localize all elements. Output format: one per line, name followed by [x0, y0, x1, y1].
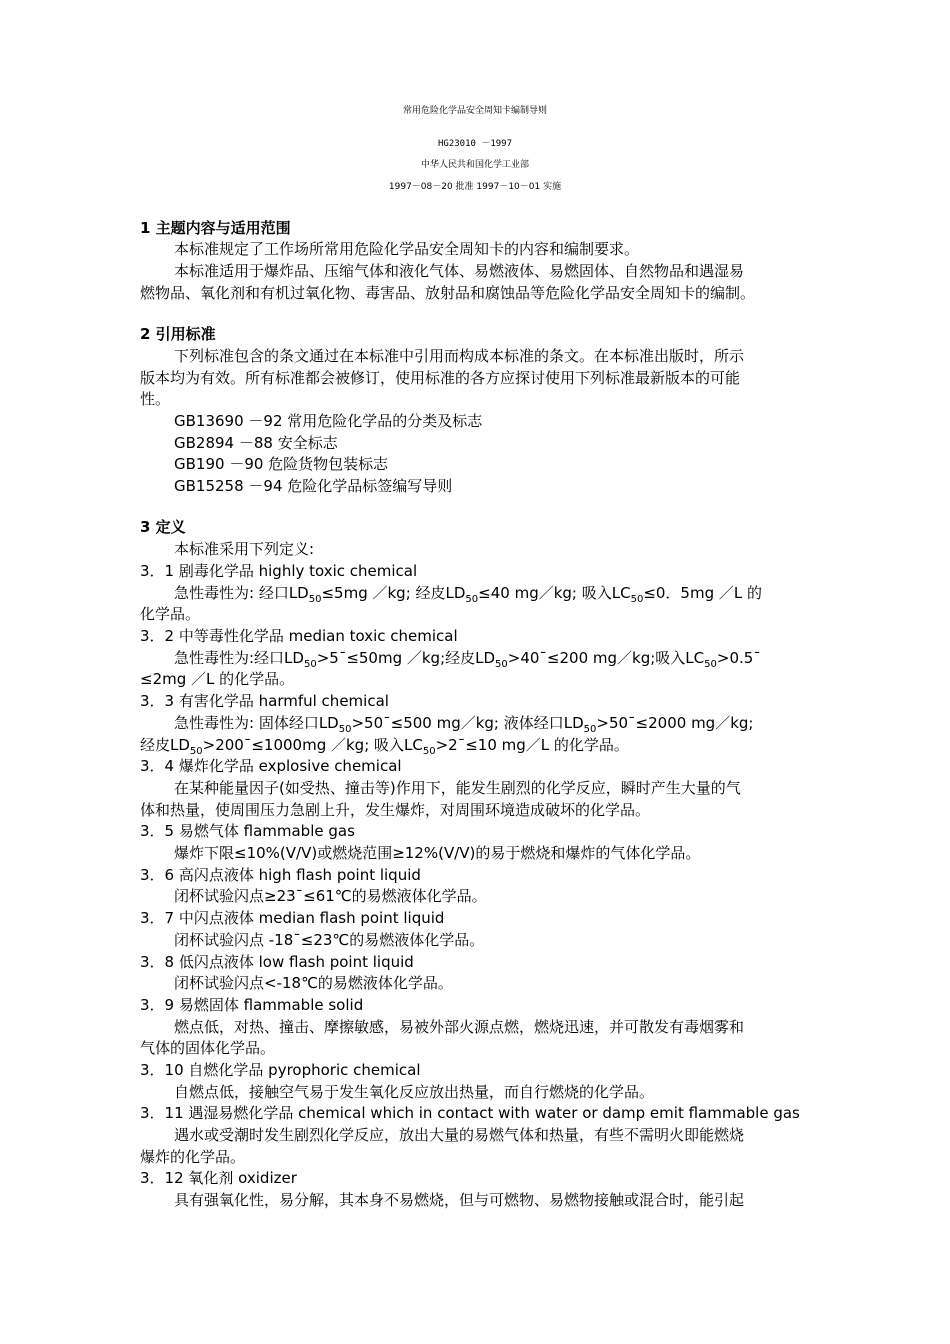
definition-body: 闭杯试验闪点≥23¯≤61℃的易燃液体化学品。 — [174, 887, 487, 905]
definition-body: 闭杯试验闪点 -18¯≤23℃的易燃液体化学品。 — [174, 931, 485, 949]
definition-title: 3．1 剧毒化学品 highly toxic chemical — [140, 562, 418, 580]
section-1-heading: 1 主题内容与适用范围 — [140, 219, 291, 237]
section-2-paragraph: 性。 — [140, 390, 171, 408]
section-1-paragraph: 本标准适用于爆炸品、压缩气体和液化气体、易燃液体、易燃固体、自然物品和遇湿易 — [174, 262, 745, 280]
definition-body: 自燃点低，接触空气易于发生氧化反应放出热量，而自行燃烧的化学品。 — [174, 1083, 655, 1101]
definition-body: 爆炸的化学品。 — [140, 1148, 246, 1166]
definition-body: 急性毒性为: 经口$LD_{50}\le 5mg$ ／kg; 经皮$LD_{50}\le 40$ mg／kg; 吸入$LC_{50}\le 0$．5mg ／L 的 — [174, 584, 762, 605]
definition-body: 气体的固体化学品。 — [140, 1039, 276, 1057]
issuer: 中华人民共和国化学工业部 — [420, 160, 529, 170]
section-2-heading: 2 引用标准 — [140, 325, 216, 343]
section-3-heading: 3 定义 — [140, 518, 186, 536]
definition-title: 3．7 中闪点液体 median flash point liquid — [140, 909, 445, 927]
definition-body: 具有强氧化性，易分解，其本身不易燃烧，但与可燃物、易燃物接触或混合时，能引起 — [174, 1191, 745, 1209]
definition-body: 爆炸下限≤10%(V/V)或燃烧范围≥12%(V/V)的易于燃烧和爆炸的气体化学品。 — [174, 844, 701, 862]
document-title: 常用危险化学品安全周知卡编制导则 — [402, 106, 547, 116]
section-2-paragraph: 版本均为有效。所有标准都会被修订，使用标准的各方应探讨使用下列标准最新版本的可能 — [140, 369, 741, 387]
approval-dates: 1997－08－20 批准 1997－10－01 实施 — [388, 182, 562, 192]
reference-item: GB15258 －94 危险化学品标签编写导则 — [174, 477, 453, 495]
definition-title: 3．12 氧化剂 oxidizer — [140, 1169, 297, 1187]
definition-body: 化学品。 — [140, 605, 201, 623]
definition-body: 体和热量，使周围压力急剧上升，发生爆炸，对周围环境造成破坏的化学品。 — [140, 801, 651, 819]
definition-title: 3．9 易燃固体 flammable solid — [140, 996, 364, 1014]
section-3-intro: 本标准采用下列定义: — [174, 540, 315, 558]
definition-body: 急性毒性为: 固体经口$LD_{50}>50¯\le 500$ mg／kg; 液体经口$LD_{50}>50¯\le 2000$ mg／kg; — [174, 714, 754, 735]
definition-title: 3．8 低闪点液体 low flash point liquid — [140, 953, 414, 971]
section-1-paragraph: 燃物品、氧化剂和有机过氧化物、毒害品、放射品和腐蚀品等危险化学品安全周知卡的编制。 — [140, 284, 756, 302]
definition-title: 3．4 爆炸化学品 explosive chemical — [140, 757, 402, 775]
definition-body: 经皮$LD_{50}>200¯\le 1000mg$ ／kg; 吸入$LC_{50}>2¯\le 10$ mg／L 的化学品。 — [140, 736, 629, 757]
definition-title: 3．5 易燃气体 flammable gas — [140, 822, 355, 840]
section-1-paragraph: 本标准规定了工作场所常用危险化学品安全周知卡的内容和编制要求。 — [174, 240, 640, 258]
definition-title: 3．11 遇湿易燃化学品 chemical which in contact with water or damp emit flammable gas — [140, 1104, 800, 1122]
definition-title: 3．2 中等毒性化学品 median toxic chemical — [140, 627, 458, 645]
definition-title: 3．10 自燃化学品 pyrophoric chemical — [140, 1061, 421, 1079]
definition-title: 3．3 有害化学品 harmful chemical — [140, 692, 389, 710]
definition-body: 遇水或受潮时发生剧烈化学反应，放出大量的易燃气体和热量，有些不需明火即能燃烧 — [174, 1126, 745, 1144]
reference-item: GB190 －90 危险货物包装标志 — [174, 455, 389, 473]
definition-body: ≤2mg ／L 的化学品。 — [140, 670, 295, 688]
reference-item: GB13690 －92 常用危险化学品的分类及标志 — [174, 412, 483, 430]
definition-body: 急性毒性为:经口$LD_{50}>5¯\le 50mg$ ／kg;经皮$LD_{50}>40¯\le 200$ mg／kg;吸入$LC_{50}>0.5¯$ — [174, 649, 761, 670]
definition-title: 3．6 高闪点液体 high flash point liquid — [140, 866, 421, 884]
definition-body: 燃点低，对热、撞击、摩擦敏感，易被外部火源点燃，燃烧迅速，并可散发有毒烟雾和 — [174, 1018, 745, 1036]
section-2-paragraph: 下列标准包含的条文通过在本标准中引用而构成本标准的条文。在本标准出版时，所示 — [174, 347, 745, 365]
reference-item: GB2894 －88 安全标志 — [174, 434, 338, 452]
definition-body: 在某种能量因子(如受热、撞击等)作用下，能发生剧烈的化学反应，瞬时产生大量的气 — [174, 779, 741, 797]
standard-code: HG23010 －1997 — [437, 139, 513, 149]
definition-body: 闭杯试验闪点<-18℃的易燃液体化学品。 — [174, 974, 453, 992]
